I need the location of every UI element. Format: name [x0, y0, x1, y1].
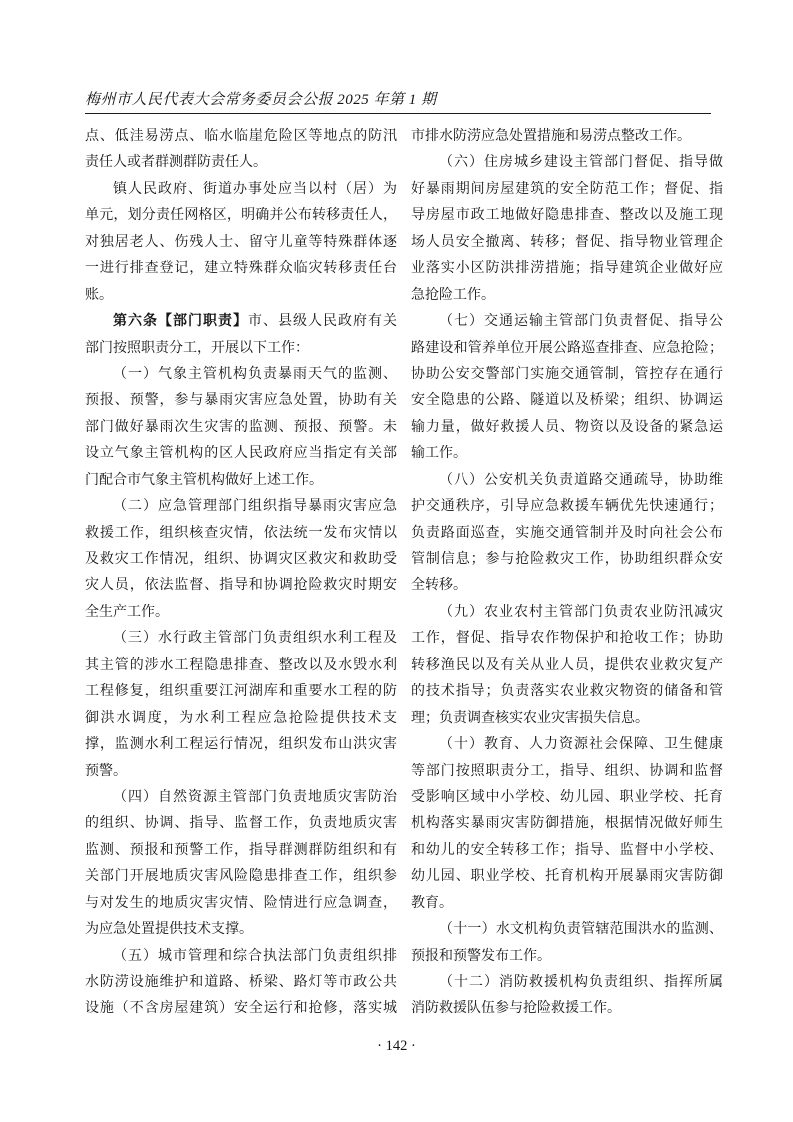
- text-line: 全转移。: [411, 578, 467, 594]
- text-line: 和幼儿的安全转移工作；指导、监督中小学校、: [411, 842, 723, 858]
- paragraph: [85, 626, 397, 785]
- right-column: [411, 124, 723, 1023]
- text-line: （五）城市管理和综合执法部门负责组织排: [113, 948, 397, 964]
- paragraph: [85, 494, 397, 626]
- paragraph: [85, 362, 397, 494]
- text-line: 责任人或者群测群防责任人。: [85, 155, 267, 171]
- paragraph: [85, 785, 397, 944]
- text-line: 教育。: [411, 895, 453, 911]
- text-line: 及救灾工作情况，组织、协调灾区救灾和救助受: [85, 552, 397, 567]
- text-line: （十二）消防救援机构负责组织、指挥所属: [439, 975, 723, 990]
- text-line: 单元，划分责任网格区，明确并公布转移责任人，: [85, 208, 397, 224]
- page-number: · 142 ·: [377, 1038, 416, 1054]
- text-line: （六）住房城乡建设主管部门督促、指导做: [439, 155, 723, 171]
- text-line: 受影响区域中小学校、幼儿园、职业学校、托育: [411, 789, 723, 805]
- text-line: 与对发生的地质灾害灾情、险情进行应急调查，: [85, 895, 397, 911]
- text-line: 转移渔民以及有关从业人员，提供农业救灾复产: [411, 657, 723, 673]
- text-line: （八）公安机关负责道路交通疏导，协助维: [439, 472, 723, 488]
- text-line: 消防救援队伍参与抢险救援工作。: [411, 1001, 621, 1017]
- page-header-title: 梅州市人民代表大会常务委员会公报 2025 年第 1 期: [85, 92, 437, 108]
- text-line: 场人员安全撤离、转移；督促、指导物业管理企: [411, 234, 723, 250]
- text-line: 等部门按照职责分工，指导、组织、协调和监督: [411, 763, 723, 779]
- text-line: 灾人员，依法监督、指导和协调抢险救灾时期安: [85, 578, 397, 594]
- paragraph: [85, 124, 397, 177]
- text-line: 门配合市气象主管机构做好上述工作。: [85, 472, 323, 488]
- text-line: 安全隐患的公路、隧道以及桥梁；组织、协调运: [411, 393, 723, 409]
- text-line: （一）气象主管机构负责暴雨天气的监测、: [113, 366, 397, 382]
- paragraph: [85, 309, 397, 362]
- text-line: 第六条【部门职责】市、县级人民政府有关: [113, 314, 397, 330]
- text-line: 预警。: [85, 763, 127, 779]
- paragraph: [411, 150, 723, 309]
- text-line: 救援工作，组织核查灾情，依法统一发布灾情以: [85, 525, 397, 541]
- text-line: （十）教育、人力资源社会保障、卫生健康: [439, 737, 723, 753]
- text-line: 幼儿园、职业学校、托育机构开展暴雨灾害防御: [411, 869, 723, 885]
- article-heading: 第六条【部门职责】: [113, 314, 248, 330]
- text-line: 部门做好暴雨次生灾害的监测、预报、预警。未: [85, 419, 397, 435]
- text-line: 预报、预警，参与暴雨灾害应急处置，协助有关: [85, 393, 397, 409]
- text-line: 账。: [85, 287, 113, 303]
- text-line: 关部门开展地质灾害风险隐患排查工作，组织参: [85, 869, 397, 885]
- text-line: 协助公安交警部门实施交通管制，管控存在通行: [411, 366, 723, 382]
- text-line: （九）农业农村主管部门负责农业防汛减灾: [439, 604, 723, 620]
- text-line: 的组织、协调、指导、监督工作，负责地质灾害: [85, 816, 397, 832]
- paragraph: [85, 944, 397, 1023]
- text-line: 好暴雨期间房屋建筑的安全防范工作；督促、指: [411, 181, 723, 197]
- paragraph: [411, 732, 723, 917]
- text-line: 工程修复，组织重要江河湖库和重要水工程的防: [85, 684, 397, 700]
- paragraph: [85, 177, 397, 309]
- text-line: 一进行排查登记，建立特殊群众临灾转移责任台: [85, 261, 397, 277]
- text-line: 部门按照职责分工，开展以下工作：: [85, 340, 309, 356]
- text-line: 镇人民政府、街道办事处应当以村（居）为: [113, 181, 397, 197]
- header-rule: [85, 113, 711, 114]
- text-line: 其主管的涉水工程隐患排查、整改以及水毁水利: [85, 657, 397, 673]
- paragraph: [411, 917, 723, 970]
- paragraph: [411, 309, 723, 468]
- body-columns: [85, 124, 723, 1023]
- text-line: 全生产工作。: [85, 604, 169, 620]
- text-line: 路建设和管养单位开展公路巡查排查、应急抢险；: [411, 340, 723, 356]
- paragraph: [411, 970, 723, 1023]
- paragraph: [411, 468, 723, 600]
- text-line: 预报和预警发布工作。: [411, 948, 551, 964]
- text-line: 御洪水调度，为水利工程应急抢险提供技术支: [85, 710, 397, 726]
- text-line: 为应急处置提供技术支撑。: [85, 922, 253, 938]
- text-line: 对独居老人、伤残人士、留守儿童等特殊群体逐: [85, 234, 397, 250]
- text-line: 护交通秩序，引导应急救援车辆优先快速通行；: [411, 499, 723, 515]
- text-line: 急抢险工作。: [411, 287, 495, 303]
- text-line: 管制信息；参与抢险救灾工作，协助组织群众安: [411, 552, 723, 567]
- text-line: 工作，督促、指导农作物保护和抢收工作；协助: [411, 631, 723, 647]
- text-line: 负责路面巡查，实施交通管制并及时向社会公布: [411, 525, 723, 541]
- text-line: 撑，监测水利工程运行情况，组织发布山洪灾害: [85, 737, 397, 753]
- left-column: [85, 124, 397, 1023]
- text-line: 监测、预报和预警工作，指导群测群防组织和有: [85, 842, 397, 858]
- text-line: （七）交通运输主管部门负责督促、指导公: [439, 314, 723, 330]
- text-line: （四）自然资源主管部门负责地质灾害防治: [113, 789, 397, 805]
- text-line: 设立气象主管机构的区人民政府应当指定有关部: [85, 446, 397, 462]
- text-line: 设施（不含房屋建筑）安全运行和抢修，落实城: [85, 1001, 397, 1017]
- text-line: 点、低洼易涝点、临水临崖危险区等地点的防汛: [85, 129, 397, 144]
- text-line: 市排水防涝应急处置措施和易涝点整改工作。: [411, 129, 691, 144]
- text-line: （十一）水文机构负责管辖范围洪水的监测、: [439, 922, 723, 938]
- text-line: （二）应急管理部门组织指导暴雨灾害应急: [113, 499, 397, 515]
- paragraph: [411, 600, 723, 732]
- text-line: 的技术指导；负责落实农业救灾物资的储备和管: [411, 684, 723, 700]
- text-line: 理；负责调查核实农业灾害损失信息。: [411, 710, 649, 726]
- text-line: 输力量，做好救援人员、物资以及设备的紧急运: [411, 419, 723, 435]
- text-line: 导房屋市政工地做好隐患排查、整改以及施工现: [411, 208, 723, 224]
- text-line: 水防涝设施维护和道路、桥梁、路灯等市政公共: [85, 975, 397, 990]
- paragraph: [411, 124, 723, 150]
- text-line: （三）水行政主管部门负责组织水利工程及: [113, 631, 397, 647]
- text-line: 输工作。: [411, 446, 467, 462]
- text-line: 机构落实暴雨灾害防御措施，根据情况做好师生: [411, 816, 723, 832]
- text-line: 业落实小区防洪排涝措施；指导建筑企业做好应: [411, 261, 723, 277]
